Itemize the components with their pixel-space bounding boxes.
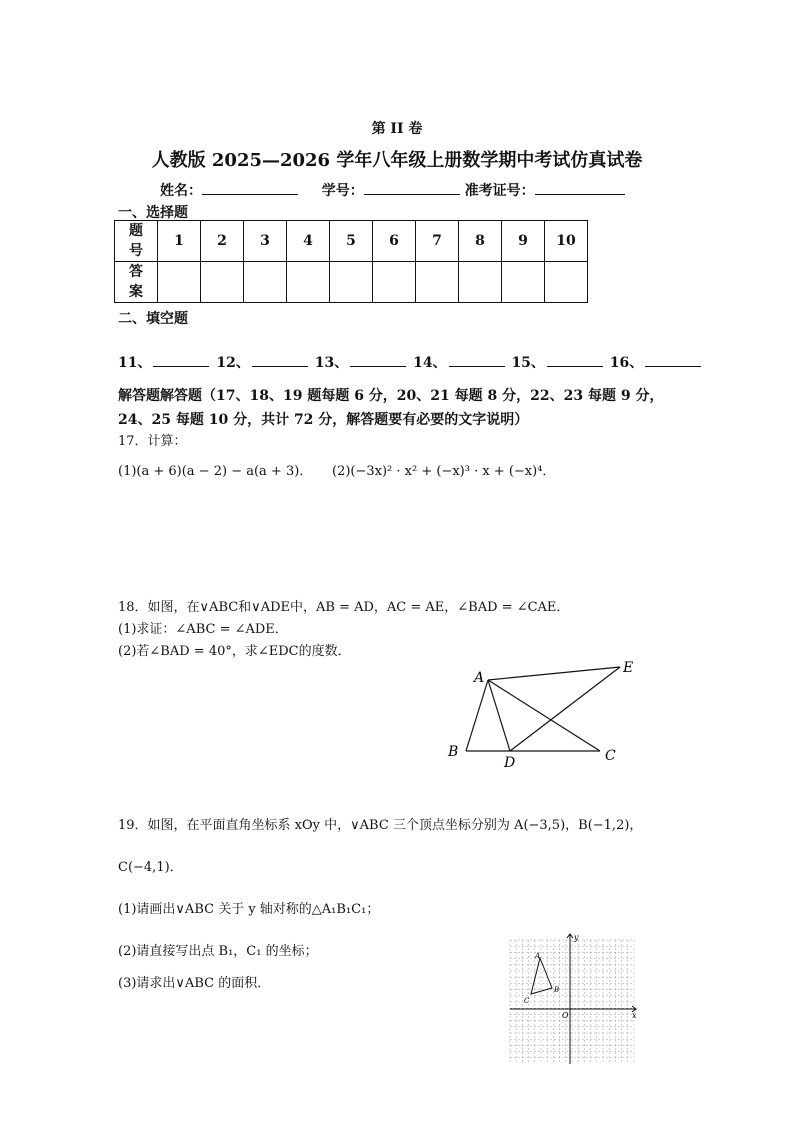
answer-cell[interactable]: [287, 262, 330, 303]
question-number: 7: [416, 221, 459, 262]
label-e: E: [623, 660, 634, 676]
question-number: 9: [502, 221, 545, 262]
q17-part1: (1)(a + 6)(a − 2) − a(a + 3)．: [118, 464, 313, 479]
section1-heading: 一、选择题: [118, 205, 188, 221]
q18-part1: (1)求证：∠ABC = ∠ADE．: [118, 622, 288, 637]
name-label: 姓名：: [160, 183, 202, 199]
label-a: A: [535, 952, 541, 960]
question-number: 3: [244, 221, 287, 262]
answer-cell[interactable]: [416, 262, 459, 303]
q19-stem-line1: 19．如图，在平面直角坐标系 xOy 中，∨ABC 三个顶点坐标分别为 A(−3,5)，B(−1,2)，: [118, 818, 643, 833]
fill-blank[interactable]: [449, 352, 505, 367]
label-b: B: [448, 744, 459, 760]
question-number: 5: [330, 221, 373, 262]
q19-coordinate-grid: [508, 930, 640, 1066]
fill-blank[interactable]: [645, 352, 701, 367]
question-number: 10: [545, 221, 588, 262]
page-title: 人教版 2025—2026 学年八年级上册数学期中考试仿真试卷: [151, 150, 643, 171]
id-blank[interactable]: [364, 180, 460, 195]
question-number: 4: [287, 221, 330, 262]
student-info-row: [160, 180, 625, 200]
question-number: 1: [158, 221, 201, 262]
fill-blank[interactable]: [547, 352, 603, 367]
row-label-question: 题号: [115, 221, 158, 262]
answer-table: [114, 220, 588, 303]
fill-blank[interactable]: [350, 352, 406, 367]
q18-part2: (2)若∠BAD = 40°，求∠EDC的度数．: [118, 644, 351, 659]
answer-cell[interactable]: [373, 262, 416, 303]
fill-item-label: 11、: [118, 355, 152, 371]
volume-label: 第 II 卷: [371, 121, 423, 137]
fill-blank-row: [118, 352, 703, 372]
q19-part1: (1)请画出∨ABC 关于 y 轴对称的△A₁B₁C₁；: [118, 902, 380, 917]
label-b: B: [554, 986, 560, 994]
answer-cell[interactable]: [158, 262, 201, 303]
section3-heading-line1: 解答题解答题（17、18、19 题每题 6 分，20、21 每题 8 分，22、23 每题 9 分，: [118, 388, 664, 404]
q17-part2: (2)(−3x)² · x² + (−x)³ · x + (−x)⁴．: [332, 464, 556, 479]
label-d: D: [504, 755, 516, 770]
question-number: 8: [459, 221, 502, 262]
label-c: C: [524, 997, 530, 1005]
name-blank[interactable]: [202, 180, 298, 195]
question-number: 6: [373, 221, 416, 262]
section3-heading: [118, 384, 698, 432]
label-c: C: [605, 748, 616, 764]
q19-stem-line2: C(−4,1)．: [118, 860, 183, 875]
q19-part3: (3)请求出∨ABC 的面积．: [118, 976, 271, 991]
label-o: O: [562, 1011, 569, 1020]
triangle-abc: [531, 958, 552, 994]
fill-item-label: 16、: [609, 355, 644, 371]
answer-cell[interactable]: [244, 262, 287, 303]
fill-blank[interactable]: [252, 352, 308, 367]
label-a: A: [474, 670, 485, 686]
answer-cell[interactable]: [545, 262, 588, 303]
answer-cell[interactable]: [330, 262, 373, 303]
label-y: y: [574, 933, 579, 942]
id-label: 学号：: [321, 183, 364, 199]
exam-no-label: 准考证号：: [464, 183, 535, 199]
fill-item-label: 14、: [413, 355, 447, 371]
row-label-answer: 答案: [115, 262, 158, 303]
fill-item-label: 13、: [314, 355, 349, 371]
q18-stem: 18．如图，在∨ABC和∨ADE中，AB = AD，AC = AE，∠BAD = ∠CAE．: [118, 600, 570, 615]
question-number: 2: [201, 221, 244, 262]
answer-cell[interactable]: [502, 262, 545, 303]
table-row: [115, 221, 588, 262]
q17-stem: 17．计算：: [118, 434, 187, 449]
exam-no-blank[interactable]: [535, 180, 625, 195]
q18-figure: [440, 650, 660, 770]
answer-cell[interactable]: [201, 262, 244, 303]
section3-heading-line2: 24、25 每题 10 分，共计 72 分，解答题要有必要的文字说明）: [118, 412, 529, 428]
fill-item-label: 12、: [216, 355, 250, 371]
answer-cell[interactable]: [459, 262, 502, 303]
fill-item-label: 15、: [511, 355, 545, 371]
table-row: [115, 262, 588, 303]
q19-part2: (2)请直接写出点 B₁，C₁ 的坐标；: [118, 944, 318, 959]
section2-heading: 二、填空题: [118, 311, 188, 327]
label-x: x: [632, 1011, 637, 1020]
fill-blank[interactable]: [153, 352, 209, 367]
